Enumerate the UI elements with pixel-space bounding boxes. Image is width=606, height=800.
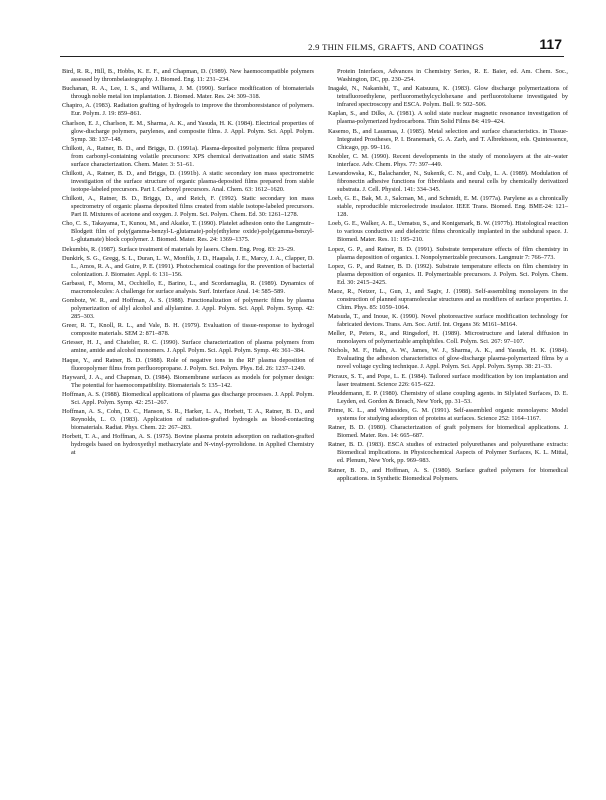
- reference-entry: Ratner, B. D. (1983). ESCA studies of extracted polyurethanes and polyurethane extracts: Biomedical implications. in Physicochemical Aspects of Polymer Surfaces, K. L. Mittal, ed. Plenum, New York, pp. 969–983.: [328, 441, 568, 465]
- reference-entry: Protein Interfaces, Advances in Chemistry Series, R. E. Baier, ed. Am. Chem. Soc., Washington, DC, pp. 230–254.: [337, 68, 568, 83]
- reference-entry: Ratner, B. D., and Hoffman, A. S. (1980). Surface grafted polymers for biomedical applications. in Synthetic Biomedical Polymers.: [328, 466, 568, 482]
- references-right-column: [328, 68, 568, 484]
- reference-entry: Greer, R. T., Knoll, R. L., and Vale, B. H. (1979). Evaluation of tissue-response to hydrogel composite materials. SEM 2: 871–878.: [62, 322, 314, 338]
- reference-entry: Hayward, J. A., and Chapman, D. (1984). Biomembrane surfaces as models for polymer design: The potential for haemocompatibility. Biomaterials 5: 135–142.: [62, 373, 314, 389]
- reference-entry: Picraux, S. T., and Pope, L. E. (1984). Tailored surface modification by ion implantation and laser treatment. Science 226: 615–622.: [328, 372, 568, 388]
- reference-entry: Maoz, R., Netzer, L., Gun, J., and Sagiv, J. (1988). Self-assembling monolayers in the construction of planned supramolecular structures and as modifiers of surface properties. J. Chim. Phys. 85: 1059–1064.: [328, 287, 568, 311]
- reference-entry: Garbassi, F., Morra, M., Occhiello, E., Barino, L., and Scordamaglia, R. (1989). Dynamics of macromolecules: A challenge for surface analysis. Surf. Interface Anal. 14: 585–589.: [62, 279, 314, 295]
- reference-entry: Kaplan, S., and Dilks, A. (1981). A solid state nuclear magnetic resonance investigation of plasma-polymerized hydrocarbons. Thin Solid Films 84: 419–424.: [328, 110, 568, 126]
- reference-entry: Loeb, G. E., Bak, M. J., Salcman, M., and Schmidt, E. M. (1977a). Parylene as a chronically stable, reproducible microelectrode insulator. IEEE Trans. Biomed. Eng. BME-24: 121–128.: [328, 195, 568, 219]
- reference-entry: Inagaki, N., Nakanishi, T., and Katsuura, K. (1983). Glow discharge polymerizations of tetrafluoroethylene, perfluoromethylcyclohexane and perfluorotoluene investigated by infrared spectroscopy and ESCA. Polym. Bull. 9: 502–506.: [328, 85, 568, 109]
- reference-entry: Horbett, T. A., and Hoffman, A. S. (1975). Bovine plasma protein adsorption on radiation-grafted hydrogels based on hydroxyethyl methacrylate and N-vinyl-pyrrolidone. in Applied Chemistry at: [62, 433, 314, 457]
- running-head: 2.9 THIN FILMS, GRAFTS, AND COATINGS: [308, 42, 484, 52]
- reference-entry: Lewandowska, K., Balachander, N., Sukenik, C. N., and Culp, L. A. (1989). Modulation of fibronectin adhesive functions for fibroblasts and neural cells by chemically derivatized substrata. J. Cell. Physiol. 141: 334–345.: [328, 169, 568, 193]
- page-number: 117: [539, 36, 562, 52]
- reference-entry: Pleuddemann, E. P. (1980). Chemistry of silane coupling agents. in Silylated Surfaces, D. E. Leyden, ed. Gordon & Breach, New York, pp. 31–53.: [328, 389, 568, 405]
- reference-entry: Chilkoti, A., Ratner, B. D., Briggs, D., and Reich, F. (1992). Static secondary ion mass spectrometry of organic plasma deposited films created from stable isotope-labeled precursors. Part II. Mixtures of acetone and oxygen. J. Polym. Sci. Polym. Chem. Ed. 30: 1261–1278.: [62, 195, 314, 219]
- reference-entry: Buchanan, R. A., Lee, I. S., and Williams, J. M. (1990). Surface modification of biomaterials through noble metal ion implantation. J. Biomed. Mater. Res. 24: 309–318.: [62, 85, 314, 101]
- reference-entry: Bird, R. R., Hill, B., Hobbs, K. E. F., and Chapman, D. (1989). New haemocompatible polymers assessed by thrombelastography. J. Biomed. Eng. 11: 231–234.: [62, 68, 314, 83]
- reference-entry: Matsuda, T., and Inoue, K. (1990). Novel photoreactive surface modification technology for fabricated devices. Trans. Am. Soc. Artif. Int. Organs 36: M161–M164.: [328, 313, 568, 329]
- reference-entry: Lopez, G. P., and Ratner, B. D. (1991). Substrate temperature effects of film chemistry in plasma deposition of organics. I. Nonpolymerizable precursors. Langmuir 7: 766–773.: [328, 245, 568, 261]
- reference-entry: Nichols, M. F., Hahn, A. W., James, W. J., Sharma, A. K., and Yasuda, H. K. (1984). Evaluating the adhesion characteristics of glow-discharge plasma-polymerized films by a novel voltage cycling technique. J. Appl. Polym. Sci. Appl. Polym. Symp. 38: 21–33.: [328, 347, 568, 371]
- references-left-column: [62, 68, 314, 459]
- reference-entry: Charlson, E. J., Charlson, E. M., Sharma, A. K., and Yasuda, H. K. (1984). Electrical properties of glow-discharge polymers, parylenes, and composite films. J. Appl. Polym. Sci. Appl. Polym. Symp. 38: 137–148.: [62, 119, 314, 143]
- reference-entry: Hoffman, A. S., Cohn, D. C., Hanson, S. R., Harker, L. A., Horbett, T. A., Ratner, B. D., and Reynolds, L. O. (1983). Application of radiation-grafted hydrogels as blood-contacting biomaterials. Radiat. Phys. Chem. 22: 267–283.: [62, 408, 314, 432]
- reference-entry: Ratner, B. D. (1980). Characterization of graft polymers for biomedical applications. J. Biomed. Mater. Res. 14: 665–687.: [328, 424, 568, 440]
- reference-entry: Dunkirk, S. G., Gregg, S. L., Duran, L. W., Monfils, J. D., Haapala, J. E., Marcy, J. A., Clapper, D. L., Amos, R. A., and Guire, P. E. (1991). Photochemical coatings for the prevention of bacterial colonization. J. Biomater. Appl. 6: 131–156.: [62, 254, 314, 278]
- reference-entry: Dekumbis, R. (1987). Surface treatment of materials by lasers. Chem. Eng. Prog. 83: 23–29.: [62, 245, 295, 253]
- reference-entry: Lopez, G. P., and Ratner, B. D. (1992). Substrate temperature effects on film chemistry in plasma deposition of organics. II. Polymerizable precursors. J. Polym. Sci. Polym. Chem. Ed. 30: 2415–2425.: [328, 262, 568, 286]
- reference-entry: Haque, Y., and Ratner, B. D. (1988). Role of negative ions in the RF plasma deposition of fluoropolymer films from perfluoropropane. J. Polym. Sci. Polym. Phys. Ed. 26: 1237–1249.: [62, 356, 314, 372]
- reference-entry: Prime, K. L., and Whitesides, G. M. (1991). Self-assembled organic monolayers: Model systems for studying adsorption of proteins at surfaces. Science 252: 1164–1167.: [328, 407, 568, 422]
- reference-entry: Chilkoti, A., Ratner, B. D., and Briggs, D. (1991a). Plasma-deposited polymeric films prepared from carbonyl-containing volatile precursors: XPS chemical derivatization and static SIMS surface characterization. Chem. Mater. 3: 51–61.: [62, 144, 314, 168]
- reference-entry: Griesser, H. J., and Chatelier, R. C. (1990). Surface characterization of plasma polymers from amine, amide and alcohol monomers. J. Appl. Polym. Sci. Appl. Polym. Symp. 46: 361–384.: [62, 339, 314, 355]
- reference-entry: Gombotz, W. R., and Hoffman, A. S. (1988). Functionalization of polymeric films by plasma polymerization of allyl alcohol and allylamine. J. Appl. Polym. Sci. Appl. Polym. Symp. 42: 285–303.: [62, 297, 314, 321]
- reference-entry: Kasemo, B., and Lausmaa, J. (1985). Metal selection and surface characteristics. in Tissue-Integrated Prostheses, P. I. Branemark, G. A. Zarb, and T. Albrektsson, eds. Quintessence, Chicago, pp. 99–116.: [328, 127, 568, 151]
- reference-entry: Hoffman, A. S. (1988). Biomedical applications of plasma gas discharge processes. J. Appl. Polym. Sci. Appl. Polym. Symp. 42: 251–267.: [62, 391, 314, 406]
- reference-entry: Chilkoti, A., Ratner, B. D., and Briggs, D. (1991b). A static secondary ion mass spectrometric investigation of the surface structure of organic plasma-deposited films prepared from stable isotope-labeled precursors. Part I. Carbonyl precursors. Anal. Chem. 63: 1612–1620.: [62, 169, 314, 193]
- reference-entry: Chapiro, A. (1983). Radiation grafting of hydrogels to improve the thromboresistance of polymers. Eur. Polym. J. 19: 859–861.: [62, 102, 314, 118]
- reference-entry: Loeb, G. E., Walker, A. E., Uematsu, S., and Konigsmark, B. W. (1977b). Histological reaction to various conductive and dielectric films chronically implanted in the subdural space. J. Biomed. Mater. Res. 11: 195–210.: [328, 220, 568, 244]
- reference-entry: Cho, C. S., Takayama, T., Kunou, M., and Akaike, T. (1990). Platelet adhesion onto the Langmuir–Blodgett film of poly(gamma-benzyl-L-glutamate)-poly(ethylene oxide)-poly(gamma-benzyl-L-glutamate) block copolymer. J. Biomed. Mater. Res. 24: 1369–1375.: [62, 220, 314, 244]
- reference-entry: Knobler, C. M. (1990). Recent developments in the study of monolayers at the air–water interface. Adv. Chem. Phys. 77: 397–449.: [328, 152, 568, 168]
- page-header: [60, 36, 564, 57]
- reference-entry: Meller, P., Peters, R., and Ringsdorf, H. (1989). Microstructure and lateral diffusion in monolayers of polymerizable amphiphiles. Coll. Polym. Sci. 267: 97–107.: [328, 330, 568, 346]
